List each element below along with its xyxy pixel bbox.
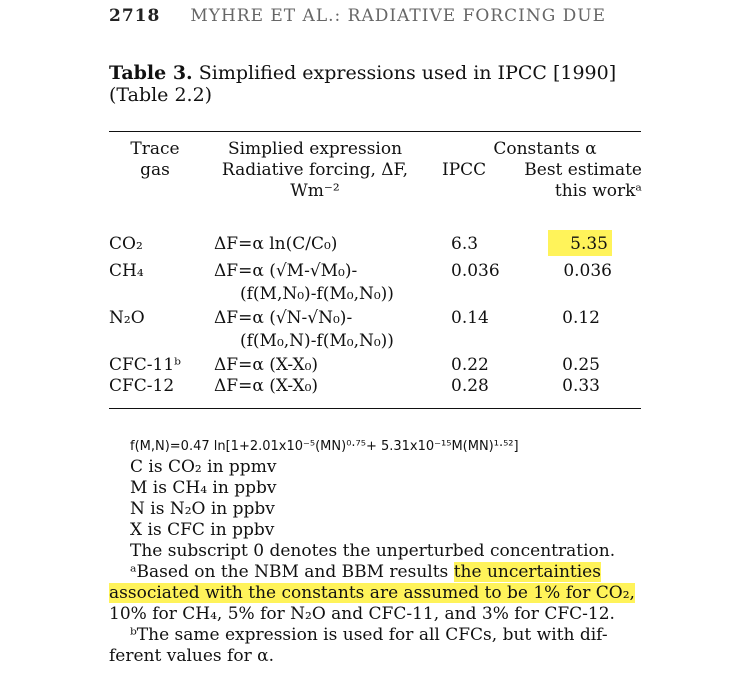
- footnote-a-line2: [109, 583, 649, 604]
- row-cfc12-best: 0.33: [562, 376, 600, 396]
- note-definition: M is CH₄ in ppbv: [130, 478, 277, 498]
- header-constants: Constants α: [493, 139, 597, 159]
- table-caption: [109, 62, 649, 106]
- table-bottom-rule: [109, 408, 641, 409]
- note-definition: X is CFC in ppbv: [130, 520, 275, 540]
- header-ipcc: IPCC: [442, 160, 487, 180]
- note-definition: The subscript 0 denotes the unperturbed concentration.: [130, 541, 616, 561]
- header-trace-gas-line1: Trace: [130, 139, 180, 159]
- row-co2-gas: CO₂: [109, 234, 143, 254]
- header-trace-gas: [120, 139, 190, 181]
- row-cfc12-gas: CFC-12: [109, 376, 175, 396]
- row-cfc12-expr: ΔF=α (X-X₀): [214, 376, 319, 396]
- footnote-a-lead: ᵃBased on the NBM and BBM results: [130, 562, 454, 582]
- note-definition: N is N₂O in ppbv: [130, 499, 275, 519]
- footnote-a-line3: 10% for CH₄, 5% for N₂O and CFC-11, and 3% for CFC-12.: [109, 604, 615, 624]
- row-n2o-ipcc: 0.14: [451, 308, 489, 328]
- table-caption-text: Simplified expressions used in IPCC [1990] (Table 2.2): [109, 62, 617, 106]
- header-trace-gas-line2: gas: [140, 160, 170, 180]
- row-ch4-expr-line2: (f(M,N₀)-f(M₀,N₀)): [240, 284, 394, 304]
- table-caption-label: Table 3.: [109, 62, 193, 84]
- row-cfc11-ipcc: 0.22: [451, 355, 489, 375]
- footnote-a-highlight-2: associated with the constants are assumed to be 1% for CO₂,: [109, 583, 635, 603]
- note-definition: C is CO₂ in ppmv: [130, 457, 277, 477]
- row-n2o-best: 0.12: [562, 308, 600, 328]
- note-f-formula: f(M,N)=0.47 ln[1+2.01x10⁻⁵(MN)⁰·⁷⁵+ 5.31x10⁻¹⁵M(MN)¹·⁵²]: [130, 439, 519, 454]
- header-best-estimate: [506, 160, 642, 202]
- header-expression-line1: Simplied expression: [227, 139, 403, 159]
- row-co2-ipcc: 6.3: [451, 234, 479, 254]
- row-ch4-best: 0.036: [563, 261, 612, 281]
- row-n2o-expr-line2: (f(M₀,N)-f(M₀,N₀)): [240, 331, 394, 351]
- table-notes: [109, 436, 649, 667]
- row-n2o-gas: N₂O: [109, 308, 145, 328]
- row-co2-expr: ΔF=α ln(C/C₀): [214, 234, 338, 254]
- row-cfc11-gas: CFC-11ᵇ: [109, 355, 181, 375]
- row-ch4-expr-line1: ΔF=α (√M-√M₀)-: [214, 261, 358, 281]
- row-ch4-ipcc: 0.036: [451, 261, 500, 281]
- row-ch4-gas: CH₄: [109, 261, 144, 281]
- row-cfc11-expr: ΔF=α (X-X₀): [214, 355, 319, 375]
- footnote-b-line1: ᵇThe same expression is used for all CFCs, but with dif-: [130, 625, 608, 645]
- page-number: 2718: [109, 6, 161, 26]
- running-header: [109, 6, 750, 34]
- header-best-line2: this workᵃ: [554, 181, 642, 201]
- row-cfc12-ipcc: 0.28: [451, 376, 489, 396]
- footnote-a-line1: [130, 562, 649, 583]
- running-title: MYHRE ET AL.: RADIATIVE FORCING DUE: [190, 6, 607, 26]
- row-n2o-expr-line1: ΔF=α (√N-√N₀)-: [214, 308, 353, 328]
- header-expression-line2: Radiative forcing, ΔF,: [221, 160, 409, 180]
- table-top-rule: [109, 131, 641, 132]
- header-expression: [200, 139, 430, 202]
- header-expression-line3: Wm⁻²: [290, 181, 340, 201]
- footnote-a-highlight-1: the uncertainties: [453, 562, 601, 582]
- row-co2-best: 5.35: [570, 234, 608, 254]
- header-best-line1: Best estimate: [524, 160, 642, 180]
- row-cfc11-best: 0.25: [562, 355, 600, 375]
- footnote-b-line2: ferent values for α.: [109, 646, 274, 666]
